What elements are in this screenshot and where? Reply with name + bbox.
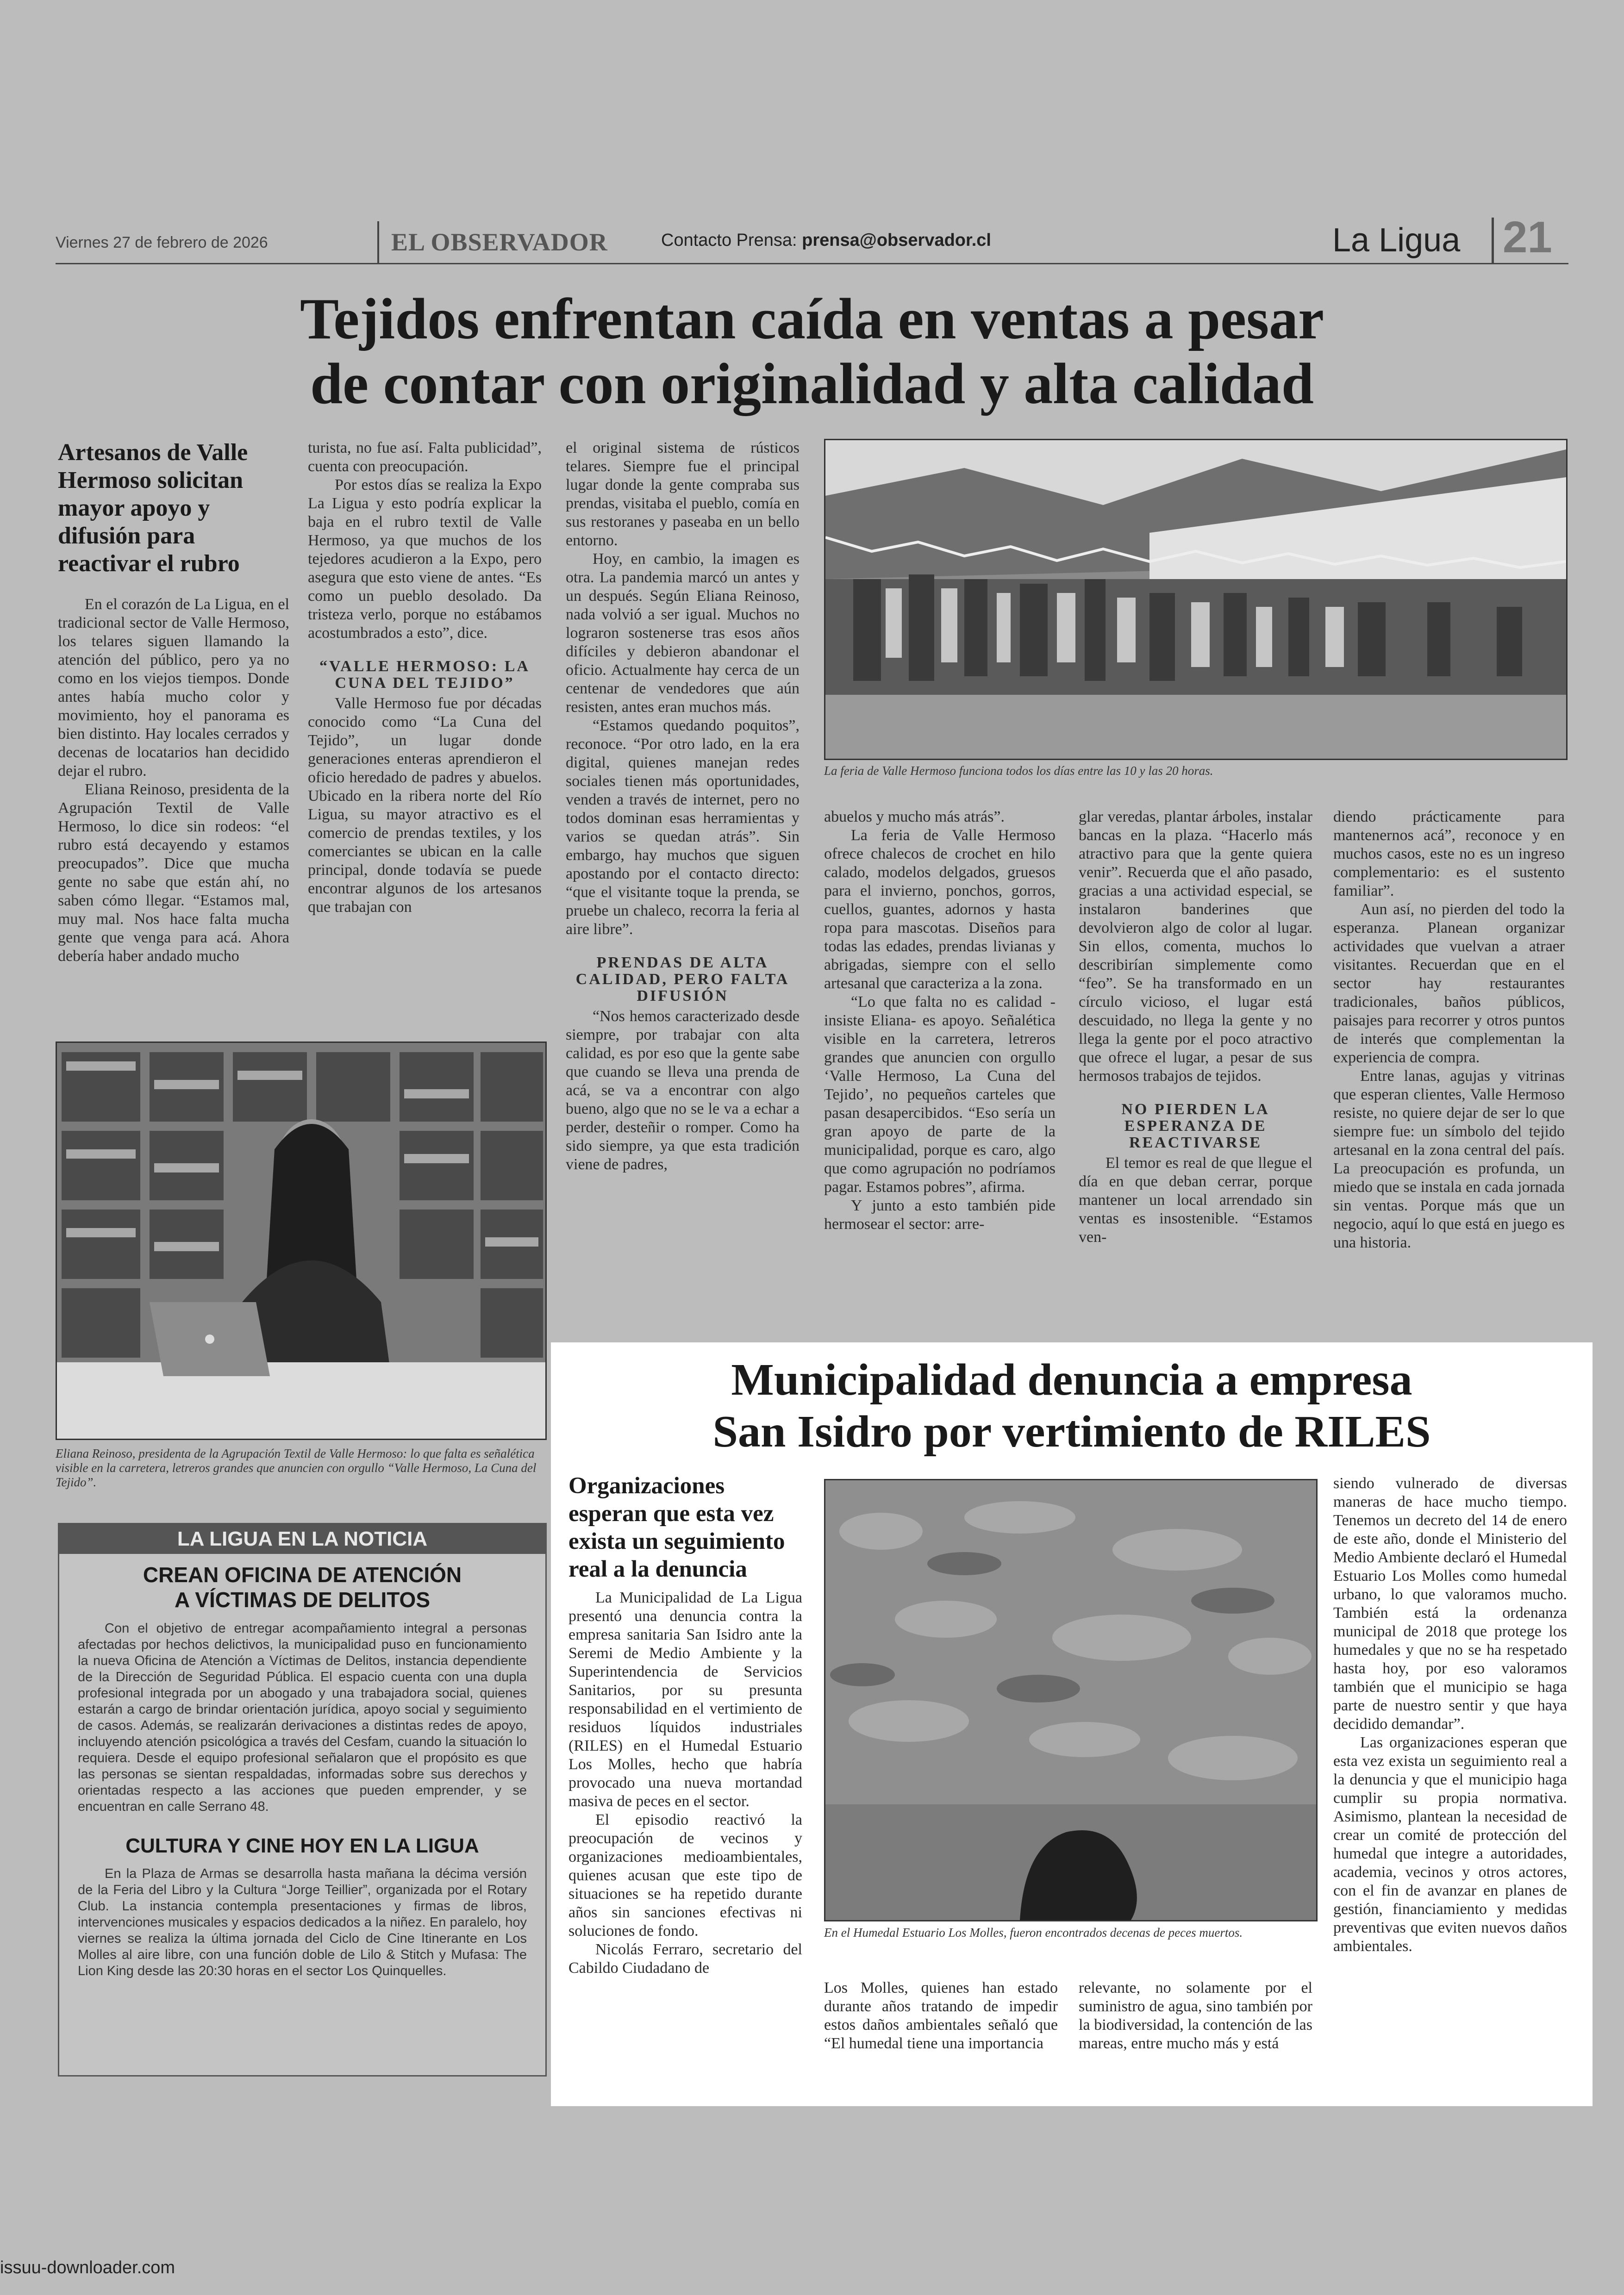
article1-paragraph: “Nos hemos caracterizado desde siempre, por trabajar con alta calidad, es por eso que la gente sabe que cuando se lleva una prenda de acá, se va a encontrar con algo bueno, algo que no se le va a echar a perder, desteñir o romper. Como ha sido siempre, ya que esta tradición viene de padres, xyxy=(566,1008,800,1173)
article2-headline xyxy=(551,1354,1593,1458)
header-contact-label: Contacto Prensa: xyxy=(661,231,797,250)
sidebar-paragraph-oficina: Con el objetivo de entregar acompañamiento integral a personas afectadas por hechos delictivos, la municipalidad puso en funcionamiento la nueva Oficina de Atención a Víctimas de Delitos, instancia dependiente de la Dirección de Seguridad Pública. El espacio cuenta con una dupla profesional integrada por un abogado y una trabajadora social, quienes estarán a cargo de brindar orientación jurídica, apoyo social y seguimiento de casos. Además, se realizarán derivaciones a distintas redes de apoyo, incluyendo atención psicológica a través del Cesfam, cuando la situación lo requiera. Desde el equipo profesional señalaron que el propósito es que las personas se sientan respaldadas, informadas sobre sus derechos y orientadas respecto a las acciones que pueden emprender, y se encuentran en calle Serrano 48. xyxy=(78,1621,527,1814)
header-date: Viernes 27 de febrero de 2026 xyxy=(56,234,268,251)
article1-paragraph: “Lo que falta no es calidad -insiste Eliana- es apoyo. Señalética visible en la carretera, letreros grandes que anuncien con orgullo ‘Valle Hermoso, La Cuna del Tejido’, no pequeños carteles que pasan desapercibidos. “Eso sería un gran apoyo de parte de la municipalidad, porque es caro, algo que como agrupación no podríamos pagar. Estamos pobres”, afirma. xyxy=(824,993,1056,1196)
article2-paragraph: Nicolás Ferraro, secretario del Cabildo Ciudadano de xyxy=(568,1941,802,1977)
eliana-image xyxy=(57,1043,545,1439)
article1-column3 xyxy=(566,439,800,1174)
article2-subtitle: Organizaciones esperan que esta vez exista un seguimiento real a la denuncia xyxy=(568,1473,785,1582)
article1-headline-line2: de contar con originalidad y alta calidad xyxy=(310,352,1314,416)
article1-paragraph: Entre lanas, agujas y vitrinas que esperan clientes, Valle Hermoso resiste, no quiere dejar de ser lo que siempre fue: un símbolo del tejido artesanal en la zona central del país. La preocupación es profunda, un miedo que se instala en cada jornada sin ventas. Porque más que un negocio, aquí lo que está en juego es una historia. xyxy=(1333,1067,1565,1251)
article2-paragraph: Los Molles, quienes han estado durante años tratando de impedir estos daños ambientales señaló que “El humedal tiene una importancia xyxy=(824,1979,1058,2052)
photo-eliana-reinoso xyxy=(56,1041,547,1440)
article2-column3 xyxy=(1079,1979,1312,2053)
photo-eliana-caption: Eliana Reinoso, presidenta de la Agrupación Textil de Valle Hermoso: lo que falta es señalética visible en la carretera, letreros grandes que anuncien con orgullo “Valle Hermoso, La Cuna del Tejido”. xyxy=(56,1447,537,1489)
photo-humedal-caption: En el Humedal Estuario Los Molles, fueron encontrados decenas de peces muertos. xyxy=(824,1926,1243,1940)
article1-paragraph: el original sistema de rústicos telares. Siempre fue el principal lugar donde la gente compraba sus prendas, visitaba el pueblo, comía en sus restoranes y paseaba en un bello entorno. xyxy=(566,439,800,549)
article1-headline-line1: Tejidos enfrentan caída en ventas a pesar xyxy=(300,287,1324,351)
page-number: 21 xyxy=(1503,212,1552,262)
photo-feria-caption: La feria de Valle Hermoso funciona todos los días entre las 10 y las 20 horas. xyxy=(824,764,1213,778)
article2-column1 xyxy=(568,1472,802,1977)
article1-column4 xyxy=(824,808,1056,1234)
header-contact xyxy=(661,231,991,250)
header-rule xyxy=(56,263,1568,264)
article2-paragraph: relevante, no solamente por el suministro de agua, sino también por la biodiversidad, la contención de las mareas, entre mucho más y está xyxy=(1079,1979,1312,2052)
article1-column6 xyxy=(1333,808,1565,1252)
article1-paragraph: Por estos días se realiza la Expo La Ligua y esto podría explicar la baja en el rubro textil de Valle Hermoso, ya que muchos de los tejedores acudieron a la Expo, pero asegura que esto viene de antes. “Es como un pueblo desolado. Da tristeza verlo, porque no estábamos acostumbrados a esto”, dice. xyxy=(308,476,542,642)
humedal-image xyxy=(825,1480,1316,1920)
article1-paragraph: diendo prácticamente para mantenernos acá”, reconoce y en muchos casos, este no es un ingreso complementario: es el sustento familiar”. xyxy=(1333,808,1565,899)
article1-paragraph: “Estamos quedando poquitos”, reconoce. “Por otro lado, en la era digital, quienes manejan redes sociales tienen más oportunidades, venden a través de internet, pero no todos dominan esas herramientas y varios se quedan atrás”. Sin embargo, hay muchos que siguen apostando por el contacto directo: “que el visitante toque la prenda, se pruebe un chaleco, recorra la feria al aire libre”. xyxy=(566,717,800,938)
watermark: issuu-downloader.com xyxy=(0,2258,175,2277)
header-divider-left xyxy=(377,221,379,263)
sidebar-headline-cultura: CULTURA Y CINE HOY EN LA LIGUA xyxy=(125,1834,479,1857)
article1-subheading-cuna: “VALLE HERMOSO: LA CUNA DEL TEJIDO” xyxy=(319,658,530,692)
article1-headline xyxy=(69,287,1555,417)
article1-subtitle: Artesanos de Valle Hermoso solicitan mayor apoyo y difusión para reactivar el rubro xyxy=(58,439,248,577)
sidebar-paragraph-cultura: En la Plaza de Armas se desarrolla hasta mañana la décima versión de la Feria del Libro y la Cultura “Jorge Teillier”, organizada por el Rotary Club. La instancia contempla presentaciones y firmas de libros, intervenciones musicales y espacios dedicados a la niñez. En paralelo, hoy viernes se realiza la última jornada del Ciclo de Cine Itinerante en Los Molles al aire libre, con una función doble de Lilo & Stitch y Mufasa: The Lion King desde las 20:30 horas en el sector Los Quinquelles. xyxy=(78,1866,527,1978)
article2-paragraph: Las organizaciones esperan que esta vez exista un seguimiento real a la denuncia y que el municipio haga cumplir su propia normativa. Asimismo, plantean la necesidad de crear un comité de protección del humedal que integre a autoridades, academia, vecinos y otros actores, con el fin de avanzar en planes de gestión, financiamiento y medidas preventivas que eviten nuevos daños ambientales. xyxy=(1333,1734,1567,1955)
sidebar-headline-oficina-line2: A VÍCTIMAS DE DELITOS xyxy=(174,1588,431,1612)
article1-paragraph: Hoy, en cambio, la imagen es otra. La pandemia marcó un antes y un después. Según Eliana Reinoso, nada volvió a ser igual. Muchos no lograron sostenerse tras esos años difíciles y debieron abandonar el oficio. Actualmente hay cerca de un centenar de vendedores que aún resisten, antes eran muchos más. xyxy=(566,550,800,716)
article1-paragraph: Aun así, no pierden del todo la esperanza. Planean organizar actividades que vuelvan a atraer visitantes. Recuerdan que en el sector hay restaurantes tradicionales, baños públicos, paisajes para recorrer y otros puntos de interés que complementan la experiencia de compra. xyxy=(1333,901,1565,1066)
article2-column4 xyxy=(1333,1474,1567,1956)
article1-paragraph: glar veredas, plantar árboles, instalar bancas en la plaza. “Hacerlo más atractivo para que la gente quiera venir”. Recuerda que el año pasado, gracias a una actividad especial, se instalaron banderines que devolvieron algo de color al lugar. Sin ellos, comenta, muchos lo describirían simplemente como “feo”. Se ha transformado en un círculo vicioso, el lugar está descuidado, no llega la gente y no llega la gente por el poco atractivo que ofrece el lugar, a pesar de sus hermosos trabajos de tejidos. xyxy=(1079,808,1312,1085)
header-divider-right xyxy=(1492,218,1494,264)
article1-paragraph: Y junto a esto también pide hermosear el sector: arre- xyxy=(824,1197,1056,1233)
article2-column2 xyxy=(824,1979,1058,2053)
article2-paragraph: El episodio reactivó la preocupación de vecinos y organizaciones medioambientales, quienes acusan que este tipo de situaciones se ha repetido durante años sin sanciones efectivas ni soluciones de fondo. xyxy=(568,1811,802,1940)
sidebar-headline-oficina-line1: CREAN OFICINA DE ATENCIÓN xyxy=(143,1563,462,1587)
article1-paragraph: La feria de Valle Hermoso ofrece chalecos de crochet en hilo calado, modelos delgados, gruesos para el invierno, ponchos, gorros, cuellos, guantes, adornos y hasta ropa para mascotas. Diseños para todas las edades, prendas livianas y abrigadas, siempre con el sello artesanal que caracteriza a la zona. xyxy=(824,827,1056,992)
feria-image xyxy=(825,440,1566,759)
article2-headline-line2: San Isidro por vertimiento de RILES xyxy=(712,1407,1431,1457)
photo-feria-valle-hermoso xyxy=(824,439,1568,760)
article1-paragraph: Eliana Reinoso, presidenta de la Agrupación Textil de Valle Hermoso, lo dice sin rodeos: “el rubro está decayendo y estamos preocupados”. Dice que mucha gente no sabe que están ahí, no saben cómo llegar. “Estamos mal, muy mal. Nos hace falta mucha gente que venga para acá. Ahora debería haber andado mucho xyxy=(58,781,289,965)
article1-subheading-prendas: PRENDAS DE ALTA CALIDAD, PERO FALTA DIFUSIÓN xyxy=(575,954,790,1004)
article1-subheading-esperanza: NO PIERDEN LA ESPERANZA DE REACTIVARSE xyxy=(1121,1101,1270,1151)
header-contact-email[interactable]: prensa@observador.cl xyxy=(802,231,991,250)
article1-paragraph: abuelos y mucho más atrás”. xyxy=(824,808,1005,825)
article2-headline-line1: Municipalidad denuncia a empresa xyxy=(731,1355,1412,1405)
sidebar-headline-oficina xyxy=(59,1562,545,1612)
sidebar-box xyxy=(58,1523,547,2077)
article1-paragraph: Valle Hermoso fue por décadas conocido como “La Cuna del Tejido”, un lugar donde generaciones enteras aprendieron el oficio heredado de padres y abuelos. Ubicado en la ribera norte del Río Ligua, su mayor atractivo es el comercio de prendas textiles, y los comerciantes se ubican en la calle principal, donde todavía se puede encontrar algunos de los artesanos que trabajan con xyxy=(308,695,542,916)
article1-paragraph: turista, no fue así. Falta publicidad”, cuenta con preocupación. xyxy=(308,439,542,475)
article1-column5 xyxy=(1079,808,1312,1247)
header-section: La Ligua xyxy=(1332,222,1461,259)
sidebar-band-title: LA LIGUA EN LA NOTICIA xyxy=(59,1524,545,1554)
article2-paragraph: siendo vulnerado de diversas maneras de hace mucho tiempo. Tenemos un decreto del 14 de enero de este año, donde el Ministerio del Medio Ambiente declaró el Humedal Estuario Los Molles como humedal urbano, lo que valoramos mucho. También está la ordenanza municipal de 2018 que protege los humedales y que no se ha respetado hasta hoy, por eso valoramos también que el municipio se haga parte de nuestro sentir y que haya decidido demandar”. xyxy=(1333,1475,1567,1733)
article1-paragraph: El temor es real de que llegue el día en que deban cerrar, porque mantener un local arrendado sin ventas es insostenible. “Estamos ven- xyxy=(1079,1154,1312,1246)
article1-column2 xyxy=(308,439,542,917)
photo-humedal-los-molles xyxy=(824,1479,1318,1921)
article2-paragraph: La Municipalidad de La Ligua presentó una denuncia contra la empresa sanitaria San Isidro ante la Seremi de Medio Ambiente y la Superintendencia de Servicios Sanitarios, por su presunta responsabilidad en el vertimiento de residuos líquidos industriales (RILES) en el Humedal Estuario Los Molles, hecho que habría provocado una nueva mortandad masiva de peces en el sector. xyxy=(568,1589,802,1810)
header-paper-name: EL OBSERVADOR xyxy=(391,228,608,256)
article1-paragraph: En el corazón de La Ligua, en el tradicional sector de Valle Hermoso, los telares siguen llamando la atención del público, pero ya no como en los viejos tiempos. Donde antes había mucho color y movimiento, hoy el panorama es bien distinto. Hay locales cerrados y decenas de locatarios han decidido dejar el rubro. xyxy=(58,596,289,780)
article1-column1 xyxy=(58,439,289,966)
